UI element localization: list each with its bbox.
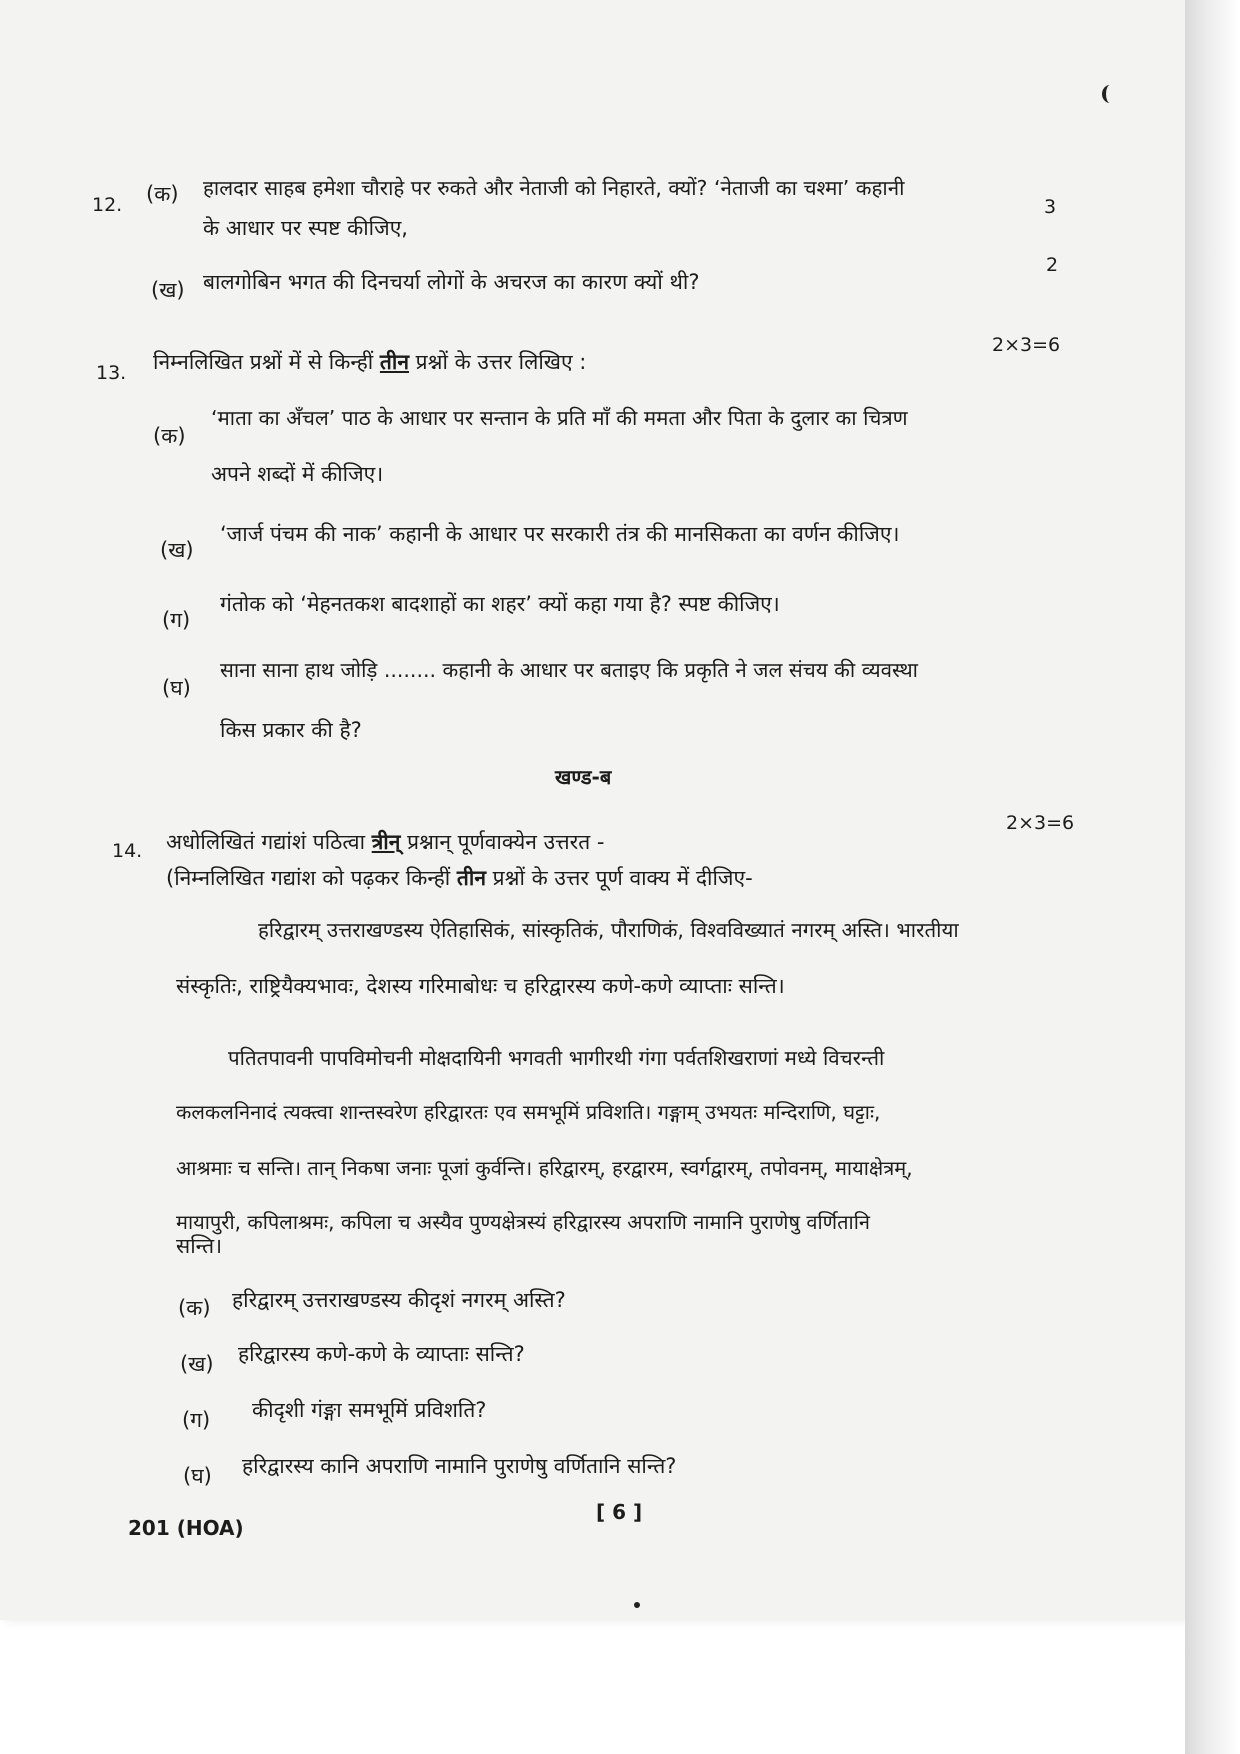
q12-number: 12.	[92, 194, 123, 216]
passage-p1-line1: हरिद्वारम् उत्तराखण्डस्य ऐतिहासिकं, सांस्कृतिकं, पौराणिकं, विश्वविख्यातं नगरम् अस्ति। भारतीया	[258, 918, 959, 942]
q12-a-label: (क)	[146, 182, 179, 206]
q13-d-label: (घ)	[162, 676, 191, 700]
ink-dot	[634, 1602, 640, 1608]
passage-p2-line3: आश्रमाः च सन्ति। तान् निकषा जनाः पूजां कुर्वन्ति। हरिद्वारम्, हरद्वारम, स्वर्गद्वारम्, तपोवनम्, मायाक्षेत्रम्,	[176, 1156, 913, 1180]
q12-b-label: (ख)	[151, 278, 185, 302]
q13-a-text-line1: ‘माता का अँचल’ पाठ के आधार पर सन्तान के प्रति माँ की ममता और पिता के दुलार का चित्रण	[211, 406, 908, 430]
q12-a-marks: 3	[1044, 196, 1057, 218]
page-edge	[1185, 0, 1240, 1754]
q14-instruction-hindi: (निम्नलिखित गद्यांश को पढ़कर किन्हीं तीन प्रश्नों के उत्तर पूर्ण वाक्य में दीजिए-	[166, 866, 753, 890]
q13-b-text: ‘जार्ज पंचम की नाक’ कहानी के आधार पर सरकारी तंत्र की मानसिकता का वर्णन कीजिए।	[220, 522, 900, 546]
q13-d-text-line1: साना साना हाथ जोड़ि ........ कहानी के आधार पर बताइए कि प्रकृति ने जल संचय की व्यवस्था	[220, 658, 918, 682]
q12-a-text-line2: के आधार पर स्पष्ट कीजिए,	[203, 216, 408, 240]
section-heading: खण्ड-ब	[555, 765, 612, 789]
q13-a-text-line2: अपने शब्दों में कीजिए।	[211, 462, 384, 486]
q14-c-label: (ग)	[182, 1408, 211, 1432]
passage-p2-line5: सन्ति।	[176, 1234, 223, 1258]
passage-p2-line1: पतितपावनी पापविमोचनी मोक्षदायिनी भगवती भागीरथी गंगा पर्वतशिखराणां मध्ये विचरन्ती	[228, 1046, 885, 1070]
q14-a-text: हरिद्वारम् उत्तराखण्डस्य कीदृशं नगरम् अस्ति?	[232, 1288, 566, 1312]
q13-c-label: (ग)	[162, 608, 191, 632]
q14-c-text: कीदृशी गंङ्गा समभूमिं प्रविशति?	[252, 1398, 487, 1422]
q14-a-label: (क)	[178, 1296, 211, 1320]
q14-instruction-sanskrit: अधोलिखितं गद्यांशं पठित्वा त्रीन् प्रश्नान् पूर्णवाक्येन उत्तरत -	[166, 830, 605, 854]
q13-c-text: गंतोक को ‘मेहनतकश बादशाहों का शहर’ क्यों कहा गया है? स्पष्ट कीजिए।	[220, 592, 780, 616]
q14-marks: 2×3=6	[1006, 812, 1075, 834]
q12-a-text-line1: हालदार साहब हमेशा चौराहे पर रुकते और नेताजी को निहारते, क्यों? ‘नेताजी का चश्मा’ कहानी	[203, 176, 905, 200]
paper-code: 201 (HOA)	[128, 1516, 244, 1540]
q12-b-marks: 2	[1046, 254, 1059, 276]
q13-b-label: (ख)	[160, 538, 194, 562]
q12-b-text: बालगोबिन भगत की दिनचर्या लोगों के अचरज का कारण क्यों थी?	[203, 270, 700, 294]
q13-number: 13.	[96, 362, 127, 384]
punch-mark	[1102, 85, 1118, 103]
q13-a-label: (क)	[153, 424, 186, 448]
q13-instruction: निम्नलिखित प्रश्नों में से किन्हीं तीन प्रश्नों के उत्तर लिखिए :	[153, 350, 587, 374]
q14-b-label: (ख)	[180, 1352, 214, 1376]
q13-marks: 2×3=6	[992, 334, 1061, 356]
q14-d-label: (घ)	[183, 1464, 212, 1488]
passage-p2-line2: कलकलनिनादं त्यक्त्वा शान्तस्वरेण हरिद्वारतः एव समभूमिं प्रविशति। गङ्गाम् उभयतः मन्दिराणि, घट्टाः,	[176, 1100, 881, 1124]
q14-d-text: हरिद्वारस्य कानि अपराणि नामानि पुराणेषु वर्णितानि सन्ति?	[242, 1454, 677, 1478]
passage-p2-line4: मायापुरी, कपिलाश्रमः, कपिला च अस्यैव पुण्यक्षेत्रस्यं हरिद्वारस्य अपराणि नामानि पुराणेषु वर्णितानि	[176, 1210, 870, 1234]
q14-b-text: हरिद्वारस्य कणे-कणे के व्याप्ताः सन्ति?	[238, 1342, 525, 1366]
page-number: [ 6 ]	[596, 1500, 643, 1524]
passage-p1-line2: संस्कृतिः, राष्ट्रियैक्यभावः, देशस्य गरिमाबोधः च हरिद्वारस्य कणे-कणे व्याप्ताः सन्ति।	[176, 974, 785, 998]
q14-number: 14.	[112, 840, 143, 862]
q13-d-text-line2: किस प्रकार की है?	[220, 718, 362, 742]
